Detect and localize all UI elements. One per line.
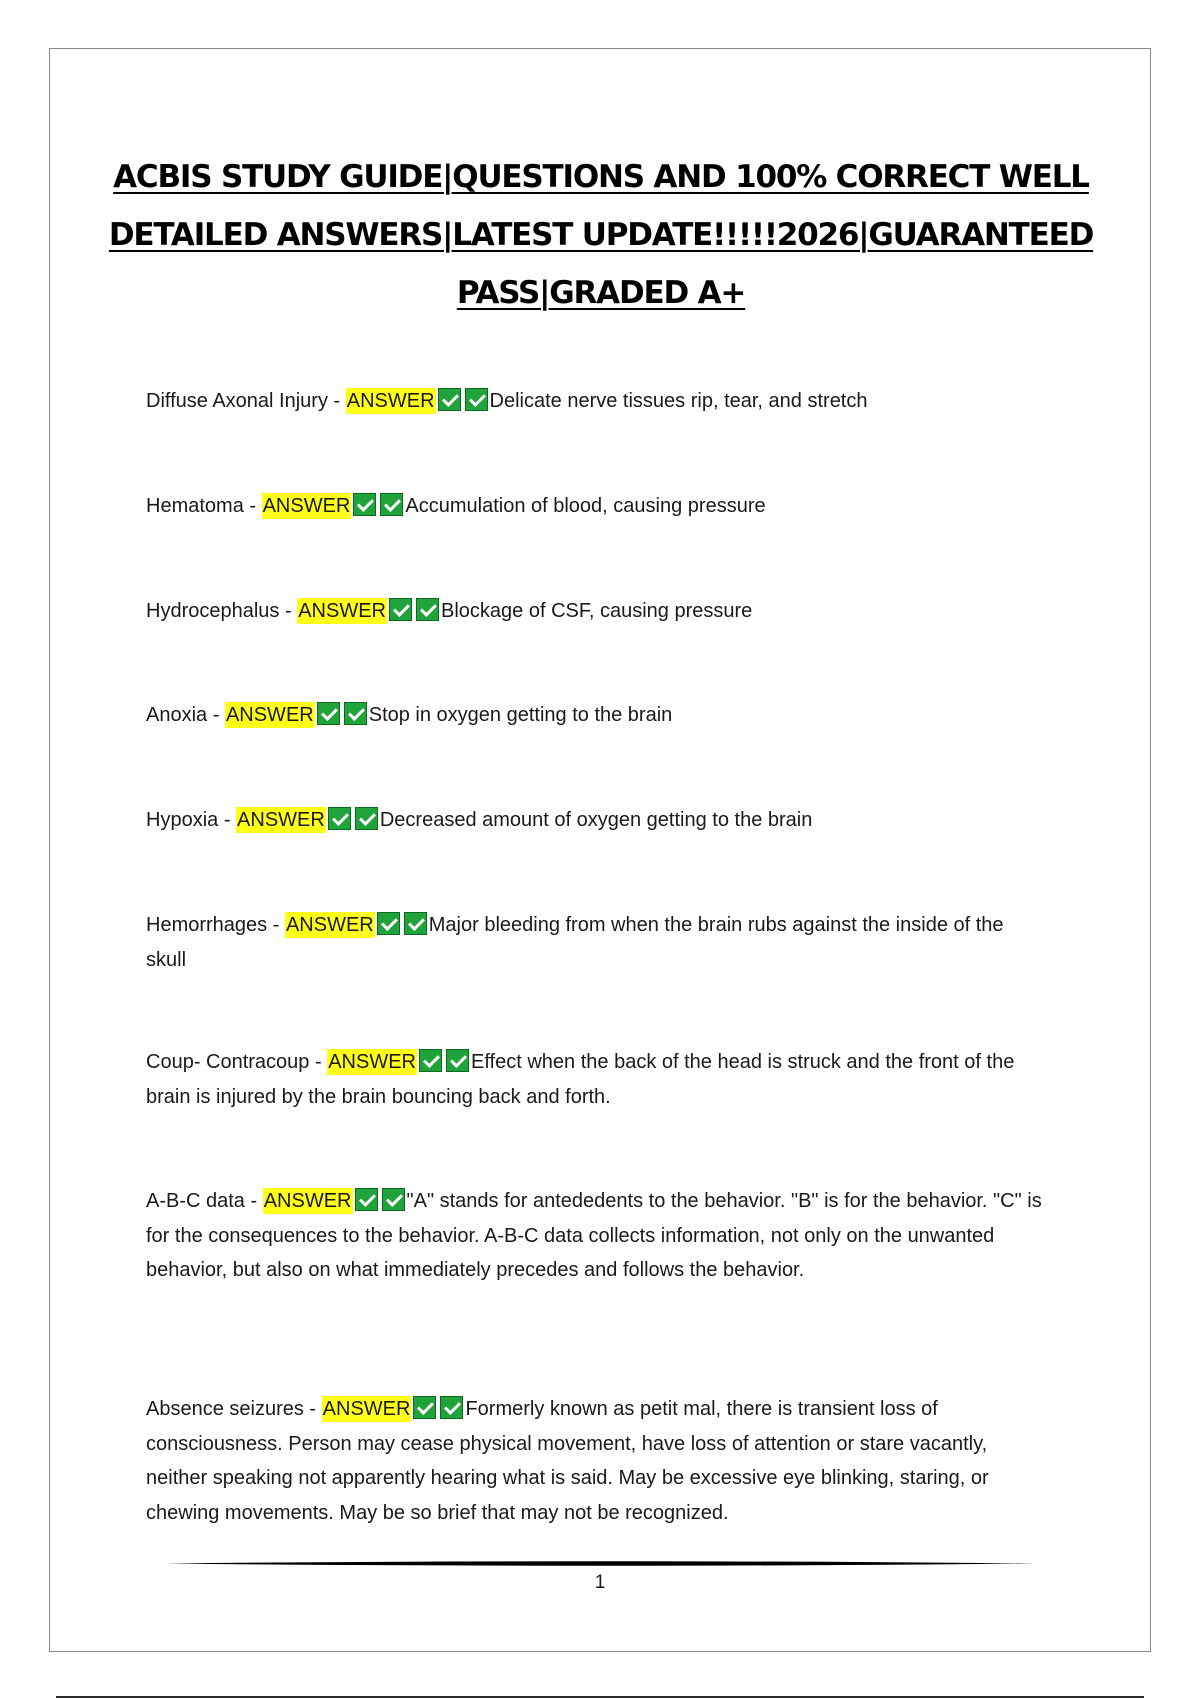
qa-entry — [146, 594, 1046, 629]
term-separator: - — [327, 390, 346, 412]
green-check-mark-icon — [465, 388, 488, 411]
green-check-mark-icon — [353, 493, 376, 516]
term: Coup- Contracoup — [146, 1051, 310, 1073]
term-separator: - — [309, 1051, 328, 1073]
term: Hydrocephalus — [146, 600, 280, 622]
green-check-mark-icon — [416, 598, 439, 621]
term-separator: - — [243, 495, 262, 517]
answer-label: ANSWER — [298, 600, 386, 622]
green-check-mark-icon — [440, 1396, 463, 1419]
green-check-mark-icon — [419, 1049, 442, 1072]
term: Diffuse Axonal Injury — [146, 390, 328, 412]
green-check-mark-icon — [377, 912, 400, 935]
footer-divider — [165, 1560, 1035, 1567]
term: Hypoxia — [146, 809, 219, 831]
term-separator: - — [267, 914, 285, 936]
answer-label: ANSWER — [285, 914, 374, 936]
answer-label: ANSWER — [262, 495, 351, 517]
green-check-mark-icon — [382, 1188, 405, 1211]
answer-label: ANSWER — [322, 1398, 411, 1420]
answer-label: ANSWER — [328, 1051, 417, 1073]
term-separator: - — [207, 704, 225, 726]
term-separator: - — [218, 809, 237, 831]
qa-entry — [146, 384, 1046, 419]
term-separator: - — [279, 600, 298, 622]
qa-entry — [146, 1184, 1046, 1288]
definition: "A" stands for antededents to the behavior. "B" is for the behavior. "C" is for the consequences to the behavior. A-B-C data collects information, not only on the unwanted behavior, but also on what immediately precedes and follows the behavior. — [146, 1190, 1042, 1281]
definition: Effect when the back of the head is struck and the front of the brain is injured by the brain bouncing back and forth. — [146, 1051, 1015, 1108]
green-check-mark-icon — [380, 493, 403, 516]
answer-label: ANSWER — [237, 809, 325, 831]
green-check-mark-icon — [404, 912, 427, 935]
green-check-mark-icon — [355, 807, 378, 830]
answer-label: ANSWER — [263, 1190, 352, 1212]
definition: Formerly known as petit mal, there is transient loss of consciousness. Person may cease physical movement, have loss of attention or stare vacantly, neither speaking not apparently hearing what is said. May be excessive eye blinking, staring, or chewing movements. May be so brief that may not be recognized. — [146, 1398, 989, 1524]
next-page-edge — [56, 1696, 1144, 1698]
qa-entry — [146, 803, 1046, 838]
document-title: ACBIS STUDY GUIDE|QUESTIONS AND 100% CORRECT WELL DETAILED ANSWERS|LATEST UPDATE!!!!!2026|GUARANTEED PASS|GRADED A+ — [108, 159, 1094, 311]
definition: Accumulation of blood, causing pressure — [405, 495, 766, 517]
green-check-mark-icon — [344, 702, 367, 725]
qa-entry — [146, 908, 1046, 977]
term: Anoxia — [146, 704, 208, 726]
page-number: 1 — [594, 1572, 606, 1593]
term: A-B-C data — [146, 1190, 245, 1212]
qa-entry — [146, 489, 1046, 524]
green-check-mark-icon — [328, 807, 351, 830]
green-check-mark-icon — [413, 1396, 436, 1419]
term-separator: - — [244, 1190, 263, 1212]
definition: Blockage of CSF, causing pressure — [441, 600, 753, 622]
green-check-mark-icon — [389, 598, 412, 621]
definition: Stop in oxygen getting to the brain — [368, 704, 673, 726]
green-check-mark-icon — [355, 1188, 378, 1211]
term: Absence seizures — [146, 1398, 304, 1420]
green-check-mark-icon — [446, 1049, 469, 1072]
answer-label: ANSWER — [346, 390, 435, 412]
definition: Delicate nerve tissues rip, tear, and stretch — [489, 390, 868, 412]
term: Hematoma — [146, 495, 244, 517]
green-check-mark-icon — [317, 702, 340, 725]
answer-label: ANSWER — [225, 704, 314, 726]
term: Hemorrhages — [146, 914, 268, 936]
green-check-mark-icon — [438, 388, 461, 411]
definition: Major bleeding from when the brain rubs against the inside of the skull — [146, 914, 1004, 971]
definition: Decreased amount of oxygen getting to the brain — [379, 809, 813, 831]
qa-entry — [146, 698, 1046, 733]
qa-entry — [146, 1392, 1046, 1530]
qa-entry — [146, 1045, 1046, 1114]
term-separator: - — [303, 1398, 322, 1420]
